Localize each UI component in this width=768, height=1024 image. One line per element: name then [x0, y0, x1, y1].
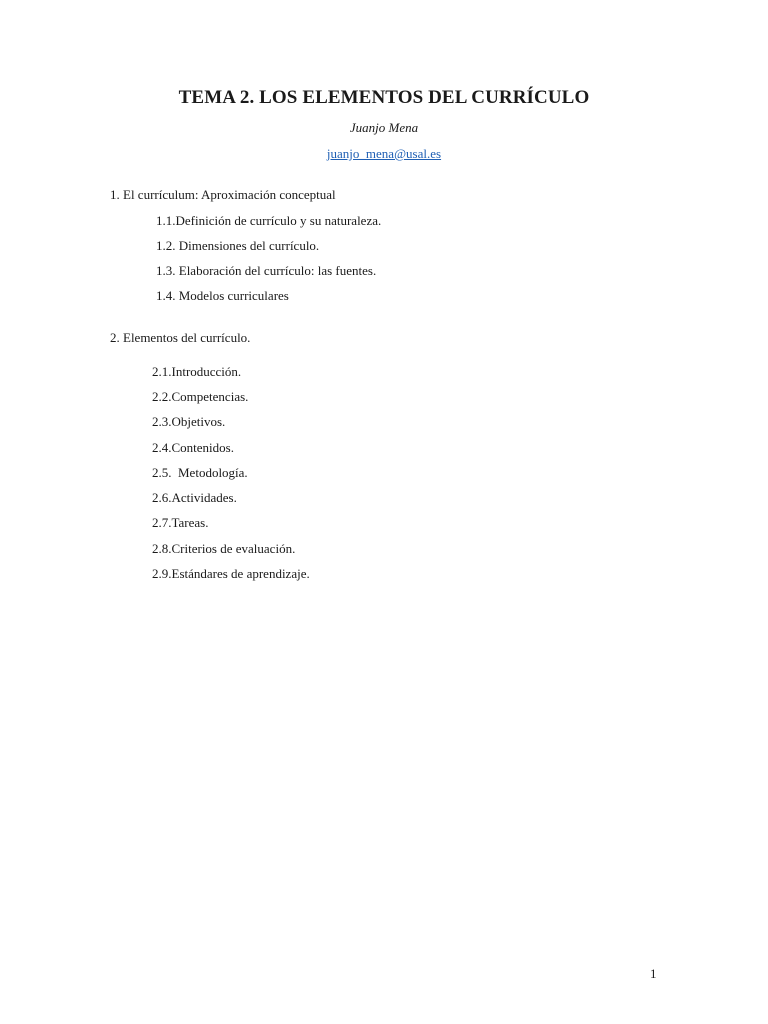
section-2-item: 2.2.Competencias. [152, 389, 249, 404]
section-1-item: 1.2. Dimensiones del currículo. [156, 238, 320, 253]
page-number: 1 [650, 966, 657, 981]
document-title: TEMA 2. LOS ELEMENTOS DEL CURRÍCULO [178, 87, 590, 108]
section-2-item: 2.3.Objetivos. [152, 414, 226, 429]
email-link[interactable]: juanjo_mena@usal.es [326, 146, 442, 161]
author-email [0, 146, 768, 162]
section-2-item: 2.5. Metodología. [152, 465, 248, 480]
section-2-item: 2.9.Estándares de aprendizaje. [152, 566, 310, 581]
section-2-item: 2.7.Tareas. [152, 515, 209, 530]
section-2-item: 2.1.Introducción. [152, 364, 242, 379]
section-2-item: 2.4.Contenidos. [152, 440, 234, 455]
section-1-heading: 1. El currículum: Aproximación conceptual [110, 187, 336, 202]
section-1-item: 1.1.Definición de currículo y su naturaleza. [156, 213, 382, 228]
section-2-heading: 2. Elementos del currículo. [110, 330, 251, 345]
author-name: Juanjo Mena [349, 120, 419, 135]
section-2-item: 2.6.Actividades. [152, 490, 237, 505]
section-2-item: 2.8.Criterios de evaluación. [152, 541, 296, 556]
section-1-item: 1.4. Modelos curriculares [156, 288, 289, 303]
section-1-item: 1.3. Elaboración del currículo: las fuentes. [156, 263, 377, 278]
